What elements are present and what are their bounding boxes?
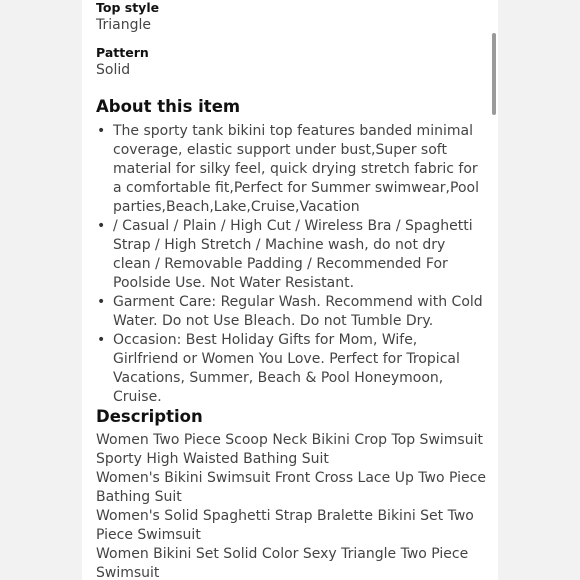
description-body — [96, 431, 488, 580]
vertical-scrollbar[interactable] — [492, 33, 496, 115]
attribute-value: Solid — [96, 62, 131, 78]
description-line: Women Bikini Set Solid Color Sexy Triangle Two Piece Swimsuit — [96, 546, 469, 580]
product-details-panel — [82, 0, 498, 580]
attribute-value: Triangle — [96, 17, 151, 33]
description-line: Women's Bikini Swimsuit Front Cross Lace Up Two Piece Bathing Suit — [96, 470, 486, 505]
bullet-text: Occasion: Best Holiday Gifts for Mom, Wife, Girlfriend or Women You Love. Perfect for Tropical Vacations, Summer, Beach & Pool Honeymoon, Cruise. — [113, 332, 460, 405]
bullet-text: The sporty tank bikini top features banded minimal coverage, elastic support under bust,Super soft material for silky feel, quick drying stretch fabric for a comfortable fit,Perfect for Summer swimwear,Pool parties,Beach,Lake,Cruise,Vacation — [113, 123, 479, 215]
description-line: Women's Solid Spaghetti Strap Bralette Bikini Set Two Piece Swimsuit — [96, 508, 474, 543]
list-item — [97, 217, 486, 293]
attribute-label: Top style — [96, 0, 160, 15]
description-line: Women Two Piece Scoop Neck Bikini Crop Top Swimsuit Sporty High Waisted Bathing Suit — [96, 432, 483, 467]
bullet-text: Garment Care: Regular Wash. Recommend with Cold Water. Do not Use Bleach. Do not Tumble Dry. — [113, 294, 483, 329]
about-bullet-list — [96, 122, 486, 407]
list-item — [97, 122, 486, 217]
bullet-icon: • — [97, 123, 106, 139]
description-section-title: Description — [96, 407, 203, 426]
attribute-pattern — [96, 45, 149, 80]
bullet-text: / Casual / Plain / High Cut / Wireless Bra / Spaghetti Strap / High Stretch / Machine wash, do not dry clean / Removable Padding / Recommended For Poolside Use. Not Water Resistant. — [113, 218, 473, 291]
attribute-label: Pattern — [96, 45, 149, 60]
list-item — [97, 293, 486, 331]
list-item — [97, 331, 486, 407]
bullet-icon: • — [97, 294, 106, 310]
attribute-top-style — [96, 0, 159, 35]
bullet-icon: • — [97, 332, 106, 348]
about-section-title: About this item — [96, 97, 241, 116]
bullet-icon: • — [97, 218, 106, 234]
